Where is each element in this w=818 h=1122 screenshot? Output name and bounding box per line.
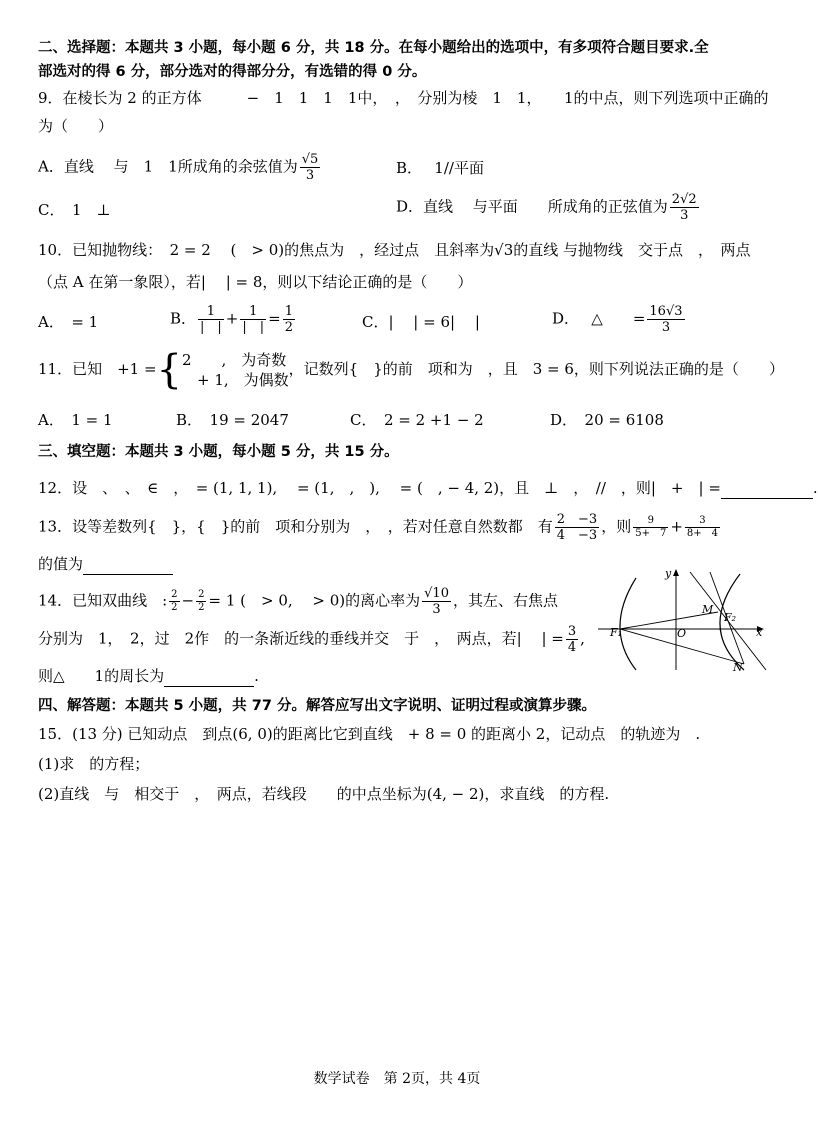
q13-answer-blank <box>83 554 173 575</box>
q14-stem-line1 <box>38 586 558 617</box>
q10-stem-line2: （点 A 在第一象限），若| | = 8，则以下结论正确的是（ ） <box>38 273 473 291</box>
left-brace: { <box>156 347 182 393</box>
fraction-denominator: 3 <box>305 168 315 183</box>
figure-label-y: y <box>665 567 672 580</box>
fraction-numerator: 1 <box>198 304 224 320</box>
q14-stem-line3 <box>38 666 259 687</box>
fraction-numerator: 2√2 <box>671 192 697 207</box>
page-footer: 数学试卷 第 2页，共 4页 <box>313 1071 481 1087</box>
q10-option-d <box>552 304 687 335</box>
q14-y-fraction <box>196 589 206 614</box>
q11-option-c: C． 2 = 2 +1 − 2 <box>350 411 484 429</box>
q14-ratio-fraction <box>566 624 578 655</box>
q13-ratio-fraction <box>555 512 599 543</box>
q14-stem-pre: 14．已知双曲线 : <box>38 591 168 610</box>
fraction-denominator: 3 <box>680 208 689 223</box>
q11-stem-pre: 11．已知 +1 = <box>38 360 157 378</box>
q11-option-d: D． 20 = 6108 <box>550 411 664 429</box>
q9-option-a <box>38 152 322 183</box>
equals-sign: = <box>268 309 281 328</box>
fraction-numerator: 2 <box>171 589 178 600</box>
fraction-numerator: 16√3 <box>649 304 683 319</box>
q10-option-b-fraction-3 <box>283 304 295 335</box>
q11-stem <box>38 347 784 393</box>
q14-condition: = 1 ( > 0, > 0)的离心率为 <box>208 591 421 610</box>
fraction-numerator: √5 <box>301 152 319 167</box>
fraction-denominator: | | <box>242 320 265 335</box>
q11-option-b: B． 19 = 2047 <box>176 411 289 429</box>
q13-stem-text: 13．设等差数列{ }，{ }的前 项和分别为 ， ，若对任意自然数都 有 <box>38 517 553 536</box>
fraction-numerator: 9 <box>633 515 668 528</box>
q9-option-a-text: A．直线 与 1 1所成角的余弦值为 <box>38 157 298 176</box>
fraction-numerator: 1 <box>284 304 293 319</box>
q9-option-a-fraction <box>300 152 321 183</box>
q15-stem: 15．(13 分) 已知动点 到点(6, 0)的距离比它到直线 + 8 = 0 的距离小 2，记动点 的轨迹为 . <box>38 725 701 743</box>
q14-stem-line2 <box>38 624 585 655</box>
q9-stem-line1: 9．在棱长为 2 的正方体 − 1 1 1 1中， ， 分别为棱 1 1， 1的中点，则下列选项中正确的 <box>38 89 769 107</box>
fraction-denominator: 2 <box>171 602 178 613</box>
figure-label-o: O <box>677 627 687 640</box>
fraction-denominator: 2 <box>284 320 293 335</box>
q11-cases <box>182 350 289 390</box>
y-axis-arrow-icon <box>673 569 679 576</box>
q14-eccentricity-fraction <box>422 586 451 617</box>
q10-option-d-text: D． △ = <box>552 309 646 328</box>
hyperbola-left-branch <box>620 578 636 670</box>
q11-stem-post: ，记数列{ }的前 项和为 ，且 3 = 6，则下列说法正确的是（ ） <box>288 360 784 378</box>
plus-sign: + <box>670 517 683 536</box>
q14-answer-blank <box>164 666 254 687</box>
fraction-numerator: 2 −3 <box>556 512 598 527</box>
plus-sign: + <box>225 309 239 328</box>
q12-tail: . <box>812 479 818 497</box>
q14-stem-line1-tail: ，其左、右焦点 <box>452 591 558 610</box>
fraction-numerator: 2 <box>198 589 205 600</box>
q14-hyperbola-figure <box>594 566 770 672</box>
q14-stem-line3-text: 则△ 1的周长为 <box>38 667 165 685</box>
q12-stem <box>38 478 818 499</box>
section-2-header-line2: 部选对的得 6 分，部分选对的得部分分，有选错的得 0 分。 <box>38 64 427 80</box>
q15-part-2: (2)直线 与 相交于 ， 两点，若线段 的中点坐标为(4, − 2)，求直线 的方程. <box>38 785 610 803</box>
q13-stem <box>38 512 722 543</box>
figure-label-n: N <box>733 661 743 674</box>
q15-part-1: (1)求 的方程； <box>38 755 150 773</box>
figure-label-f2: F₂ <box>724 611 737 624</box>
q9-option-d-text: D．直线 与平面 所成角的正弦值为 <box>396 197 668 216</box>
fraction-numerator: √10 <box>424 586 449 601</box>
q14-stem-line2-text: 分别为 1， 2，过 2作 的一条渐近线的垂线并交 于 ， 两点，若| | = <box>38 629 564 648</box>
fraction-numerator: 3 <box>567 624 577 639</box>
q10-option-b-fraction-2 <box>240 304 266 335</box>
q14-x-fraction <box>169 589 179 614</box>
q10-option-a: A． = 1 <box>38 313 99 331</box>
q14-stem-line2-tail: , <box>580 629 585 648</box>
q10-option-b <box>170 304 297 335</box>
fraction-denominator: 8+ 4 <box>686 528 719 539</box>
q13-stem-line2 <box>38 554 173 575</box>
q14-tail: . <box>254 667 259 685</box>
fraction-numerator: 1 <box>240 304 266 320</box>
q13-then: ，则 <box>601 517 632 536</box>
q10-option-c: C．| | = 6| | <box>362 313 480 331</box>
figure-label-m: M <box>702 603 714 616</box>
fraction-denominator: | | <box>200 320 222 335</box>
q11-case-1: 2 , 为奇数 <box>182 351 287 369</box>
q12-answer-blank <box>721 478 813 499</box>
q12-stem-text: 12．设 、 、 ∈ ， = (1, 1, 1), = (1, , ), = ( , − 4, 2)，且 ⊥ ， // ，则| + | = <box>38 479 721 497</box>
fraction-denominator: 4 <box>567 640 577 655</box>
section-3-header: 三、填空题：本题共 3 小题，每小题 5 分，共 15 分。 <box>38 444 399 460</box>
q10-stem-line1: 10．已知抛物线： 2 = 2 ( > 0)的焦点为 ，经过点 且斜率为√3的直线 与抛物线 交于点 ， 两点 <box>38 241 751 259</box>
q13-stem-line2-text: 的值为 <box>38 555 84 573</box>
section-2-header-line1: 二、选择题：本题共 3 小题，每小题 6 分，共 18 分。在每小题给出的选项中，有多项符合题目要求.全 <box>38 40 709 56</box>
fraction-denominator: 3 <box>661 320 671 335</box>
q13-fraction-3 <box>685 515 720 540</box>
fraction-numerator: 3 <box>685 515 720 528</box>
q10-option-d-fraction <box>647 304 684 335</box>
fraction-denominator: 2 <box>198 602 205 613</box>
section-4-header: 四、解答题：本题共 5 小题，共 77 分。解答应写出文字说明、证明过程或演算步骤。 <box>38 698 596 714</box>
q13-fraction-2 <box>633 515 668 540</box>
figure-label-f1: F₁ <box>610 626 623 639</box>
q9-option-c: C． 1 ⊥ <box>38 201 111 219</box>
q9-option-b: B． 1//平面 <box>396 159 484 177</box>
fraction-denominator: 3 <box>432 602 441 617</box>
q9-stem-line2: 为（ ） <box>38 117 114 135</box>
q9-option-d-fraction <box>670 192 699 223</box>
minus-sign: − <box>181 591 195 610</box>
q10-option-b-label: B． <box>170 309 197 328</box>
figure-label-x: x <box>756 626 763 639</box>
q11-option-a: A． 1 = 1 <box>38 411 113 429</box>
fraction-denominator: 5+ 7 <box>635 528 667 539</box>
q10-option-b-fraction-1 <box>198 304 224 335</box>
q11-case-2: + 1, 为偶数 <box>182 371 289 389</box>
q9-option-d <box>396 192 701 223</box>
fraction-denominator: 4 −3 <box>556 528 598 543</box>
